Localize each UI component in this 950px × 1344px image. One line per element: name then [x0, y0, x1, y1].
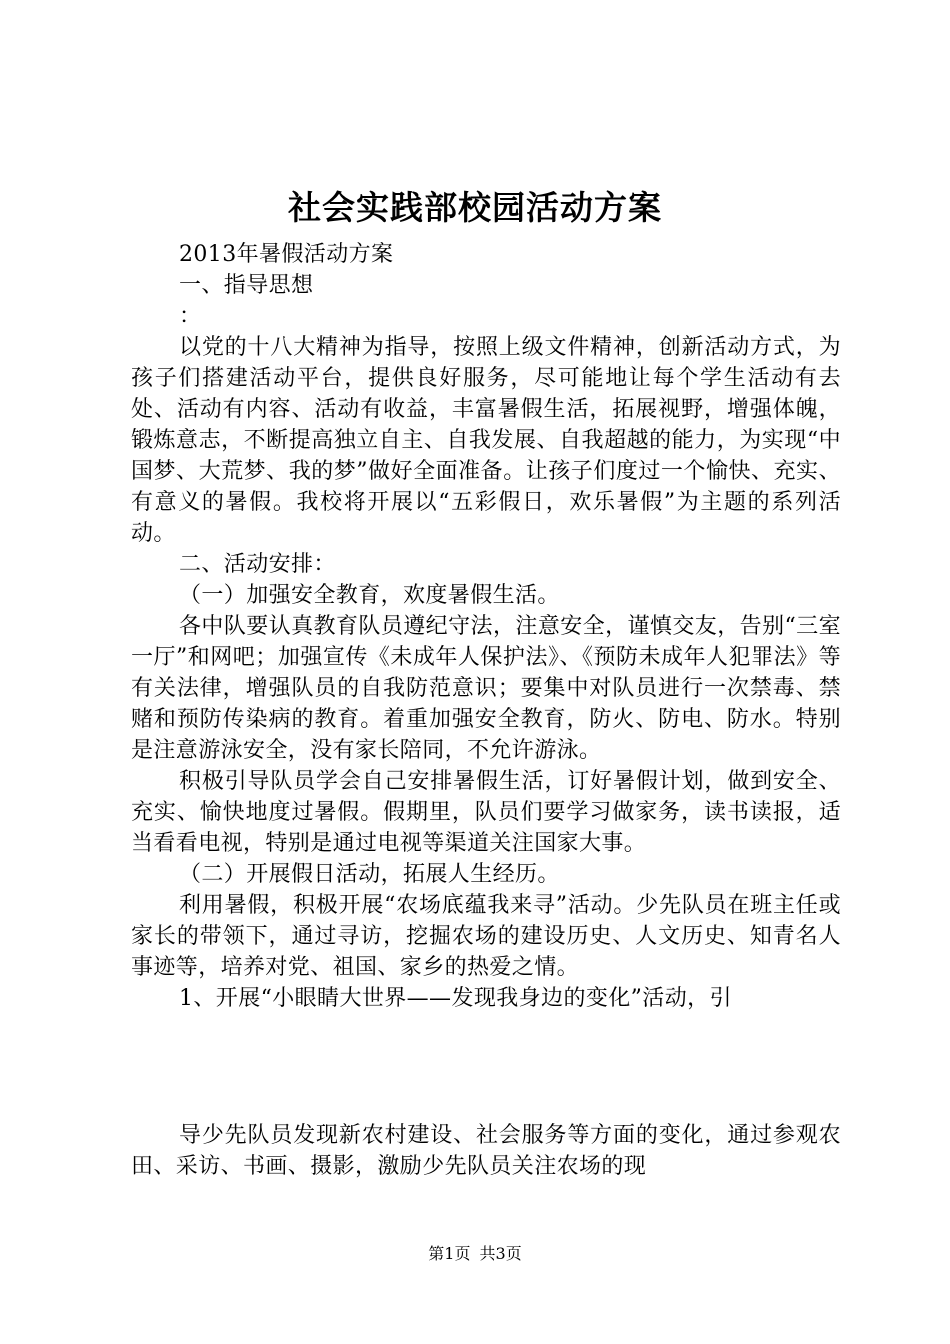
paragraph-summer-planning: 积极引导队员学会自己安排暑假生活，订好暑假计划，做到安全、充实、愉快地度过暑假。假期里，队员们要学习做家务，读书读报，适当看看电视，特别是通过电视等渠道关注国家大事。 [131, 769, 841, 856]
paragraph-item-1-continued: 导少先队员发现新农村建设、社会服务等方面的变化，通过参观农田、采访、书画、摄影，激励少先队员关注农场的现 [131, 1123, 841, 1179]
paragraph-safety-content: 各中队要认真教育队员遵纪守法，注意安全，谨慎交友，告别“三室一厅”和网吧；加强宣传《未成年人保护法》、《预防未成年人犯罪法》等有关法律，增强队员的自我防范意识；要集中对队员进行一次禁毒、禁赌和预防传染病的教育。着重加强安全教育，防火、防电、防水。特别是注意游泳安全，没有家长陪同，不允许游泳。 [131, 614, 841, 763]
paragraph-farm-heritage: 利用暑假，积极开展“农场底蕴我来寻”活动。少先队员在班主任或家长的带领下，通过寻访，挖掘农场的建设历史、人文历史、知青名人事迹等，培养对党、祖国、家乡的热爱之情。 [131, 893, 841, 980]
page-number: 第1页 [428, 1244, 471, 1263]
body-text-bottom [131, 1120, 841, 1182]
paragraph-plan-year: 2013年暑假活动方案 [179, 242, 394, 267]
document-title: 社会实践部校园活动方案 [288, 188, 662, 227]
subheading-holiday-activities: （二）开展假日活动，拓展人生经历。 [179, 862, 560, 887]
heading-activity-arrangement: 二、活动安排： [179, 552, 336, 577]
body-text-top [131, 239, 841, 1014]
page-total: 共3页 [479, 1244, 522, 1263]
subheading-safety-education: （一）加强安全教育，欢度暑假生活。 [179, 583, 560, 608]
page-footer [0, 1243, 950, 1265]
paragraph-guiding-content: 以党的十八大精神为指导，按照上级文件精神，创新活动方式，为孩子们搭建活动平台，提供良好服务，尽可能地让每个学生活动有去处、活动有内容、活动有收益，丰富暑假生活，拓展视野，增强体魄，锻炼意志，不断提高独立自主、自我发展、自我超越的能力，为实现“中国梦、大荒梦、我的梦”做好全面准备。让孩子们度过一个愉快、充实、有意义的暑假。我校将开展以“五彩假日，欢乐暑假”为主题的系列活动。 [131, 335, 841, 546]
colon-line: ： [179, 304, 202, 329]
heading-guiding-thought: 一、指导思想 [179, 273, 314, 298]
paragraph-item-1: 1、开展“小眼睛大世界——发现我身边的变化”活动，引 [179, 986, 732, 1011]
